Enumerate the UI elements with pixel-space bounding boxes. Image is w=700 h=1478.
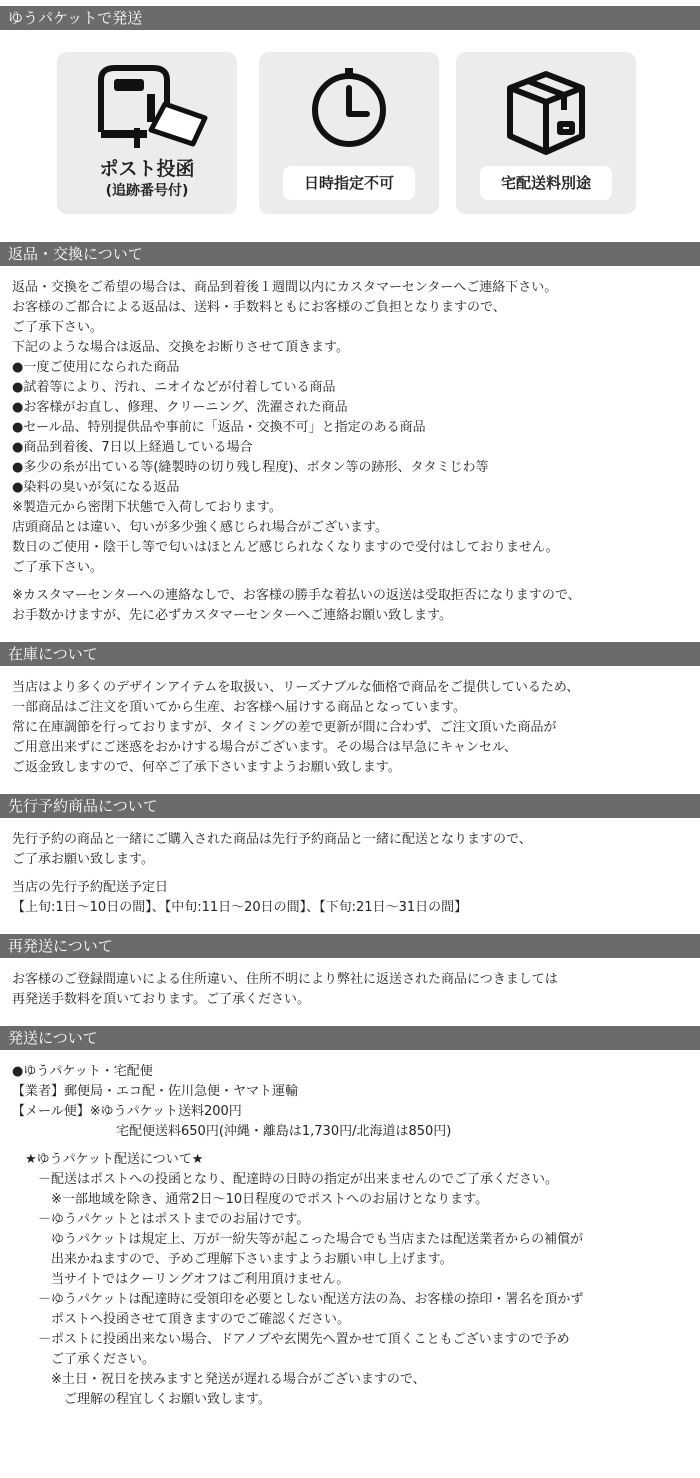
- text-line: 一部商品はご注文を頂いてから生産、お客様へ届けする商品となっています。: [12, 700, 466, 715]
- text-line: 常に在庫調節を行っておりますが、タイミングの差で更新が間に合わず、ご注文頂いた商品が: [12, 720, 557, 735]
- stock-section-header: 在庫について: [0, 642, 700, 666]
- text-line: ●セール品、特別提供品や事前に「返品・交換不可」と指定のある商品: [12, 420, 426, 435]
- preorder-section-body: [0, 818, 700, 918]
- spacer: [12, 870, 700, 878]
- text-line: ポストへ投函させて頂きますのでご確認ください。: [12, 1312, 351, 1327]
- text-line: ご用意出来ずにご迷惑をおかけする場合がございます。その場合は早急にキャンセル、: [12, 740, 517, 755]
- box-label-pill: [480, 166, 612, 200]
- post-card: [57, 52, 237, 214]
- text-line: ご理解の程宜しくお願い致します。: [12, 1392, 271, 1407]
- text-line: 当サイトではクーリングオフはご利用頂けません。: [12, 1272, 350, 1287]
- text-line: ※一部地域を除き、通常2日〜10日程度のでポストへのお届けとなります。: [12, 1192, 489, 1207]
- mailbox-icon: [57, 52, 237, 152]
- clock-icon: [259, 52, 439, 162]
- preorder-section-header: 先行予約商品について: [0, 794, 700, 818]
- text-line: ご了承ください。: [12, 1352, 156, 1367]
- text-line: お客様のご都合による返品は、送料・手数料ともにお客様のご負担となりますので、: [12, 300, 506, 315]
- text-line: 【業者】郵便局・エコ配・佐川急便・ヤマト運輸: [12, 1084, 299, 1099]
- text-line: お客様のご登録間違いによる住所違い、住所不明により弊社に返送された商品につきましては: [12, 972, 558, 987]
- text-line: ●商品到着後、7日以上経過している場合: [12, 440, 253, 455]
- reshipping-section-header: 再発送について: [0, 934, 700, 958]
- text-line: ●一度ご使用になられた商品: [12, 360, 180, 375]
- text-line: 下記のような場合は返品、交換をお断りさせて頂きます。: [12, 340, 349, 355]
- text-line: ゆうパケットは規定上、万が一紛失等が起こった場合でも当店または配送業者からの補償が: [12, 1232, 584, 1247]
- shipping-header: ゆうパケットで発送: [0, 6, 700, 30]
- post-sublabel: (追跡番号付): [105, 183, 189, 199]
- text-line: 【メール便】※ゆうパケット送料200円: [12, 1104, 242, 1119]
- text-line: 店頭商品とは違い、匂いが多少強く感じられ場合がございます。: [12, 520, 388, 535]
- spacer: [12, 1142, 700, 1150]
- box-label: 宅配送料別途: [500, 174, 591, 192]
- returns-section-header: 返品・交換について: [0, 242, 700, 266]
- text-line: 宅配便送料650円(沖縄・離島は1,730円/北海道は850円): [12, 1124, 452, 1139]
- text-line: 【上旬:1日〜10日の間】、【中旬:11日〜20日の間】、【下旬:21日〜31日の間】: [12, 900, 468, 915]
- stock-section-body: [0, 666, 700, 778]
- text-line: ●試着等により、汚れ、ニオイなどが付着している商品: [12, 380, 336, 395]
- text-line: ★ゆうパケット配送について★: [12, 1152, 204, 1167]
- text-line: 出来かねますので、予めご理解下さいますようお願い申し上げます。: [12, 1252, 453, 1267]
- text-line: 当店はより多くのデザインアイテムを取扱い、リーズナブルな価格で商品をご提供しているため、: [12, 680, 580, 695]
- text-line: ●多少の糸が出ている等(縫製時の切り残し程度)、ボタン等の跡形、タタミじわ等: [12, 460, 489, 475]
- time-label-pill: [283, 166, 415, 200]
- text-line: ※製造元から密閉下状態で入荷しております。: [12, 500, 282, 515]
- text-line: 数日のご使用・陰干し等で匂いはほとんど感じられなくなりますので受付はしておりません。: [12, 540, 559, 555]
- text-line: －ゆうパケットは配達時に受領印を必要としない配送方法の為、お客様の捺印・署名を頂かず: [12, 1292, 584, 1307]
- text-line: ご返金致しますので、何卒ご了承下さいますようお願い致します。: [12, 760, 401, 775]
- text-line: ※土日・祝日を挟みますと発送が遅れる場合がございますので、: [12, 1372, 426, 1387]
- text-line: ご了承下さい。: [12, 560, 104, 575]
- text-line: ご了承下さい。: [12, 320, 104, 335]
- spacer: [12, 578, 700, 586]
- box-card: [456, 52, 636, 214]
- reshipping-section-body: [0, 958, 700, 1010]
- text-line: 再発送手数料を頂いております。ご了承ください。: [12, 992, 310, 1007]
- text-line: －ポストに投函出来ない場合、ドアノブや玄関先へ置かせて頂くこともございますので予め: [12, 1332, 570, 1347]
- text-line: お手数かけますが、先に必ずカスタマーセンターへご連絡お願い致します。: [12, 608, 453, 623]
- text-line: －配送はポストへの投函となり、配達時の日時の指定が出来ませんのでご了承ください。: [12, 1172, 559, 1187]
- text-line: 先行予約の商品と一緒にご購入された商品は先行予約商品と一緒に配送となりますので、: [12, 832, 532, 847]
- text-line: ●染料の臭いが気になる返品: [12, 480, 180, 495]
- box-icon: [456, 52, 636, 162]
- text-line: 当店の先行予約配送予定日: [12, 880, 169, 895]
- time-card: [259, 52, 439, 214]
- shipping-section-body: [0, 1050, 700, 1410]
- post-label: ポスト投函: [99, 158, 195, 180]
- text-line: ●お客様がお直し、修理、クリーニング、洗濯された商品: [12, 400, 348, 415]
- text-line: ご了承お願い致します。: [12, 852, 154, 867]
- time-label: 日時指定不可: [303, 174, 394, 192]
- shipping-icon-row: [0, 30, 700, 242]
- text-line: 返品・交換をご希望の場合は、商品到着後１週間以内にカスタマーセンターへご連絡下さい。: [12, 280, 558, 295]
- text-line: －ゆうパケットとはポストまでのお届けです。: [12, 1212, 310, 1227]
- text-line: ※カスタマーセンターへの連絡なしで、お客様の勝手な着払いの返送は受取拒否になりますので、: [12, 588, 581, 603]
- returns-section-body: [0, 266, 700, 626]
- text-line: ●ゆうパケット・宅配便: [12, 1064, 153, 1079]
- shipping-section-header: 発送について: [0, 1026, 700, 1050]
